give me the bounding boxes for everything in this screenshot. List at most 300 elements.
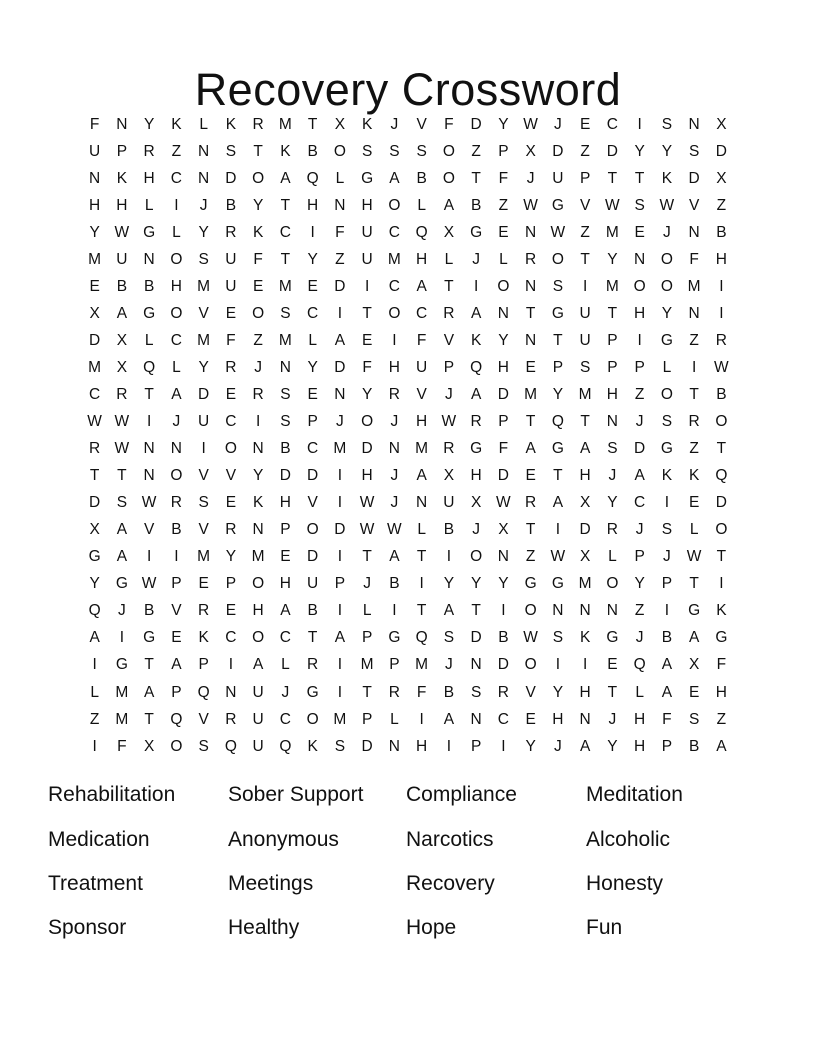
grid-cell: X (334, 115, 346, 133)
grid-cell: B (307, 142, 318, 160)
grid-cell: X (470, 494, 482, 512)
grid-cell: O (497, 277, 510, 295)
grid-cell: T (253, 142, 263, 160)
grid-cell: C (497, 710, 509, 728)
grid-cell: P (661, 737, 673, 755)
grid-cell: I (337, 467, 343, 485)
grid-cell: Y (225, 548, 237, 566)
grid-cell: W (114, 413, 130, 431)
grid-cell: R (252, 115, 264, 133)
grid-cell: L (172, 358, 181, 376)
grid-cell: I (582, 277, 588, 295)
grid-cell: C (170, 331, 182, 349)
grid-cell: A (116, 521, 128, 539)
grid-cell: T (525, 413, 536, 431)
grid-cell: R (116, 385, 128, 403)
grid-cell: D (470, 115, 482, 133)
grid-cell: Q (143, 358, 156, 376)
grid-cell: A (416, 467, 427, 485)
grid-row (81, 381, 736, 408)
grid-cell: L (199, 115, 208, 133)
grid-cell: P (634, 548, 645, 566)
grid-cell: O (442, 142, 455, 160)
grid-cell: N (525, 331, 537, 349)
grid-cell: Y (498, 331, 509, 349)
grid-cell: T (580, 413, 590, 431)
grid-cell: O (170, 467, 183, 485)
grid-cell: S (443, 629, 455, 647)
grid-cell: X (443, 467, 455, 485)
grid-row (81, 273, 736, 300)
grid-cell: F (89, 115, 100, 133)
grid-cell: B (389, 575, 400, 593)
grid-cell: T (607, 683, 618, 701)
grid-cell: H (361, 467, 373, 485)
grid-cell: J (390, 467, 399, 485)
grid-cell: G (688, 602, 701, 620)
grid-cell: D (307, 467, 319, 485)
grid-cell: T (362, 683, 372, 701)
grid-cell: W (550, 548, 566, 566)
grid-cell: M (415, 440, 429, 458)
grid-cell: M (278, 331, 292, 349)
grid-cell: B (661, 629, 673, 647)
grid-cell: I (337, 656, 343, 674)
word-list-item: Fun (586, 916, 623, 940)
grid-cell: V (198, 710, 209, 728)
grid-cell: Y (607, 737, 618, 755)
grid-cell: L (417, 196, 426, 214)
grid-cell: Y (89, 575, 100, 593)
grid-cell: N (143, 440, 155, 458)
grid-cell: Y (89, 223, 100, 241)
grid-cell: M (278, 115, 292, 133)
grid-cell: E (361, 331, 373, 349)
grid-cell: T (280, 250, 291, 268)
grid-row (81, 192, 736, 219)
grid-cell: Q (551, 413, 564, 431)
grid-cell: N (497, 304, 509, 322)
grid-cell: Z (525, 548, 536, 566)
grid-cell: U (579, 304, 591, 322)
grid-cell: Q (306, 169, 319, 187)
grid-cell: M (88, 250, 102, 268)
grid-cell: W (523, 196, 538, 214)
grid-cell: R (606, 521, 618, 539)
grid-cell: B (716, 385, 727, 403)
grid-cell: P (552, 358, 564, 376)
grid-cell: N (170, 440, 182, 458)
grid-cell: A (334, 629, 346, 647)
grid-cell: S (634, 196, 645, 214)
grid-cell: T (144, 710, 154, 728)
grid-cell: C (307, 440, 319, 458)
grid-cell: N (634, 250, 646, 268)
grid-cell: D (334, 277, 346, 295)
grid-cell: S (661, 115, 673, 133)
grid-cell: Z (580, 223, 590, 241)
grid-cell: O (252, 304, 265, 322)
grid-cell: V (198, 521, 209, 539)
grid-cell: R (89, 440, 101, 458)
grid-cell: Z (253, 331, 263, 349)
grid-cell: W (114, 223, 130, 241)
grid-cell: G (551, 440, 564, 458)
grid-cell: O (470, 548, 483, 566)
grid-cell: Y (634, 575, 645, 593)
grid-cell: E (498, 223, 509, 241)
grid-cell: I (201, 440, 206, 458)
grid-cell: V (198, 304, 209, 322)
grid-cell: Y (470, 575, 482, 593)
grid-cell: O (252, 629, 265, 647)
grid-cell: K (252, 494, 264, 512)
grid-cell: O (306, 521, 319, 539)
grid-cell: Q (197, 683, 210, 701)
grid-row (81, 138, 736, 165)
grid-cell: E (171, 629, 182, 647)
grid-cell: O (715, 521, 728, 539)
grid-cell: D (225, 169, 237, 187)
grid-cell: N (334, 385, 346, 403)
grid-cell: C (89, 385, 101, 403)
grid-cell: O (224, 440, 237, 458)
grid-cell: N (470, 710, 482, 728)
grid-cell: Y (552, 385, 564, 403)
grid-cell: D (361, 440, 373, 458)
grid-cell: M (115, 710, 129, 728)
grid-cell: N (579, 602, 591, 620)
grid-cell: T (689, 575, 699, 593)
grid-cell: D (715, 142, 727, 160)
grid-cell: N (334, 196, 346, 214)
grid-cell: S (552, 629, 564, 647)
grid-cell: G (143, 629, 156, 647)
grid-cell: Q (170, 710, 183, 728)
grid-cell: H (252, 602, 264, 620)
grid-cell: Z (335, 250, 345, 268)
grid-cell: J (635, 521, 644, 539)
page-title: Recovery Crossword (194, 64, 622, 116)
grid-cell: I (119, 629, 125, 647)
grid-cell: F (253, 250, 263, 268)
grid-cell: L (308, 331, 317, 349)
grid-cell: T (307, 115, 318, 133)
grid-cell: T (117, 467, 127, 485)
grid-cell: H (279, 494, 291, 512)
grid-cell: C (388, 277, 400, 295)
grid-cell: Q (88, 602, 101, 620)
grid-cell: H (143, 169, 155, 187)
word-list-item: Compliance (406, 783, 517, 807)
grid-cell: X (498, 521, 509, 539)
grid-cell: S (661, 413, 673, 431)
grid-cell: S (607, 440, 618, 458)
word-list-item: Meetings (228, 871, 314, 895)
grid-cell: T (607, 169, 618, 187)
grid-cell: A (443, 602, 455, 620)
grid-row (81, 436, 736, 463)
grid-cell: H (416, 413, 428, 431)
grid-cell: I (146, 413, 152, 431)
grid-cell: H (307, 196, 319, 214)
grid-cell: A (389, 548, 400, 566)
grid-cell: O (551, 250, 564, 268)
grid-cell: M (333, 440, 347, 458)
grid-cell: X (116, 358, 128, 376)
grid-cell: X (89, 521, 100, 539)
grid-cell: D (497, 656, 509, 674)
grid-cell: D (334, 358, 346, 376)
grid-cell: U (579, 331, 591, 349)
grid-cell: D (579, 521, 591, 539)
grid-cell: D (470, 629, 482, 647)
grid-cell: W (659, 196, 675, 214)
grid-cell: I (337, 683, 343, 701)
grid-cell: A (252, 656, 264, 674)
grid-cell: U (443, 494, 455, 512)
grid-cell: B (143, 277, 155, 295)
grid-cell: E (307, 277, 318, 295)
grid-cell: L (662, 358, 672, 376)
grid-cell: R (225, 521, 237, 539)
grid-cell: Z (716, 196, 727, 214)
grid-cell: U (361, 223, 373, 241)
grid-cell: G (551, 575, 564, 593)
grid-cell: R (443, 440, 455, 458)
grid-row (81, 219, 736, 246)
grid-cell: A (171, 656, 182, 674)
grid-cell: S (579, 358, 591, 376)
grid-cell: F (335, 223, 345, 241)
grid-cell: D (334, 521, 346, 539)
grid-cell: H (170, 277, 182, 295)
grid-cell: C (225, 629, 237, 647)
grid-cell: R (252, 385, 264, 403)
grid-cell: U (252, 683, 264, 701)
word-list-item: Honesty (586, 871, 664, 895)
grid-cell: V (307, 494, 318, 512)
grid-cell: Z (689, 440, 699, 458)
grid-cell: C (634, 494, 646, 512)
grid-cell: C (225, 413, 237, 431)
grid-cell: C (416, 304, 428, 322)
grid-cell: H (634, 737, 646, 755)
grid-cell: P (579, 169, 591, 187)
grid-cell: Y (143, 115, 155, 133)
grid-cell: S (416, 142, 427, 160)
grid-cell: O (606, 575, 619, 593)
grid-cell: B (498, 629, 509, 647)
grid-cell: C (307, 304, 319, 322)
grid-cell: V (416, 115, 427, 133)
grid-cell: V (579, 196, 591, 214)
grid-cell: L (635, 683, 644, 701)
grid-cell: S (470, 683, 482, 701)
grid-cell: Y (525, 737, 536, 755)
grid-cell: D (715, 494, 727, 512)
grid-cell: F (444, 115, 454, 133)
grid-cell: C (606, 115, 618, 133)
grid-cell: E (525, 358, 536, 376)
grid-cell: S (280, 385, 291, 403)
grid-cell: R (525, 494, 537, 512)
grid-cell: B (443, 521, 455, 539)
grid-cell: E (225, 304, 237, 322)
grid-cell: G (143, 304, 156, 322)
grid-cell: H (497, 358, 509, 376)
grid-cell: M (278, 277, 292, 295)
grid-cell: U (198, 413, 210, 431)
grid-cell: N (525, 277, 537, 295)
grid-cell: E (280, 548, 291, 566)
grid-cell: W (523, 629, 538, 647)
grid-cell: U (252, 710, 264, 728)
grid-cell: S (688, 710, 700, 728)
grid-row (81, 652, 736, 679)
grid-cell: I (501, 737, 506, 755)
grid-cell: A (525, 440, 536, 458)
grid-cell: B (116, 277, 128, 295)
grid-cell: R (307, 656, 319, 674)
grid-cell: U (116, 250, 128, 268)
grid-cell: U (252, 737, 264, 755)
grid-cell: E (307, 385, 318, 403)
grid-cell: J (445, 385, 453, 403)
grid-cell: E (525, 710, 536, 728)
grid-cell: M (197, 548, 211, 566)
grid-cell: S (280, 304, 291, 322)
grid-cell: D (361, 737, 373, 755)
grid-cell: O (252, 169, 265, 187)
word-list-item: Recovery (406, 871, 495, 895)
grid-cell: L (499, 250, 508, 268)
grid-cell: X (716, 169, 727, 187)
grid-cell: I (446, 737, 452, 755)
grid-cell: J (663, 223, 671, 241)
grid-cell: Z (498, 196, 509, 214)
grid-cell: P (498, 413, 509, 431)
grid-cell: J (554, 115, 562, 133)
grid-cell: L (172, 223, 181, 241)
grid-cell: D (497, 385, 509, 403)
grid-cell: Y (307, 358, 318, 376)
grid-cell: K (116, 169, 128, 187)
grid-row (81, 354, 736, 381)
grid-row (81, 679, 736, 706)
grid-cell: K (688, 467, 700, 485)
grid-cell: V (416, 385, 427, 403)
grid-cell: Q (415, 629, 428, 647)
grid-cell: H (579, 467, 591, 485)
grid-cell: P (498, 142, 509, 160)
grid-cell: G (115, 575, 128, 593)
grid-cell: W (714, 358, 729, 376)
grid-cell: H (416, 737, 428, 755)
grid-cell: V (171, 602, 182, 620)
grid-row (81, 571, 736, 598)
word-list-item: Narcotics (406, 827, 494, 851)
grid-cell: P (361, 710, 373, 728)
grid-cell: X (579, 494, 591, 512)
grid-cell: O (170, 304, 183, 322)
grid-cell: W (523, 115, 538, 133)
grid-cell: I (364, 277, 370, 295)
grid-cell: J (472, 250, 480, 268)
grid-cell: I (337, 494, 343, 512)
grid-cell: A (443, 196, 455, 214)
grid-cell: P (361, 629, 373, 647)
grid-cell: C (388, 223, 400, 241)
grid-cell: M (88, 358, 102, 376)
grid-cell: C (279, 629, 291, 647)
grid-cell: V (525, 683, 536, 701)
grid-cell: D (634, 440, 646, 458)
grid-cell: W (141, 575, 157, 593)
grid-cell: T (471, 169, 481, 187)
word-list-item: Hope (406, 916, 457, 940)
grid-cell: N (198, 142, 210, 160)
grid-cell: M (360, 656, 374, 674)
grid-cell: J (118, 602, 126, 620)
grid-cell: Y (198, 358, 209, 376)
grid-cell: B (225, 196, 237, 214)
grid-cell: I (255, 413, 261, 431)
grid-cell: W (387, 521, 402, 539)
grid-cell: I (664, 602, 670, 620)
grid-cell: T (580, 250, 590, 268)
grid-cell: Q (715, 467, 728, 485)
grid-cell: J (635, 413, 644, 431)
grid-cell: P (198, 656, 209, 674)
grid-cell: T (716, 440, 727, 458)
grid-cell: W (605, 196, 620, 214)
grid-cell: A (579, 440, 591, 458)
word-list-item: Alcoholic (586, 827, 671, 851)
grid-cell: O (524, 602, 537, 620)
grid-cell: X (89, 304, 100, 322)
grid-cell: P (607, 358, 618, 376)
grid-cell: T (525, 521, 536, 539)
grid-row (81, 327, 736, 354)
grid-cell: T (362, 304, 372, 322)
grid-cell: R (388, 683, 400, 701)
grid-cell: M (251, 548, 265, 566)
grid-cell: I (719, 575, 724, 593)
grid-cell: N (497, 548, 509, 566)
word-search-grid (81, 111, 736, 760)
grid-cell: A (143, 683, 155, 701)
grid-cell: I (337, 602, 343, 620)
grid-cell: O (333, 142, 346, 160)
grid-cell: T (362, 548, 372, 566)
grid-cell: G (470, 440, 483, 458)
grid-cell: S (688, 142, 700, 160)
grid-cell: M (333, 710, 347, 728)
grid-cell: J (554, 737, 562, 755)
grid-cell: Y (252, 196, 264, 214)
grid-cell: M (415, 656, 429, 674)
grid-cell: V (688, 196, 700, 214)
grid-cell: B (688, 737, 700, 755)
grid-cell: I (719, 277, 724, 295)
grid-row (81, 246, 736, 273)
grid-cell: N (688, 304, 700, 322)
grid-cell: T (553, 467, 563, 485)
grid-cell: J (445, 656, 453, 674)
grid-cell: N (688, 223, 700, 241)
grid-cell: N (525, 223, 537, 241)
